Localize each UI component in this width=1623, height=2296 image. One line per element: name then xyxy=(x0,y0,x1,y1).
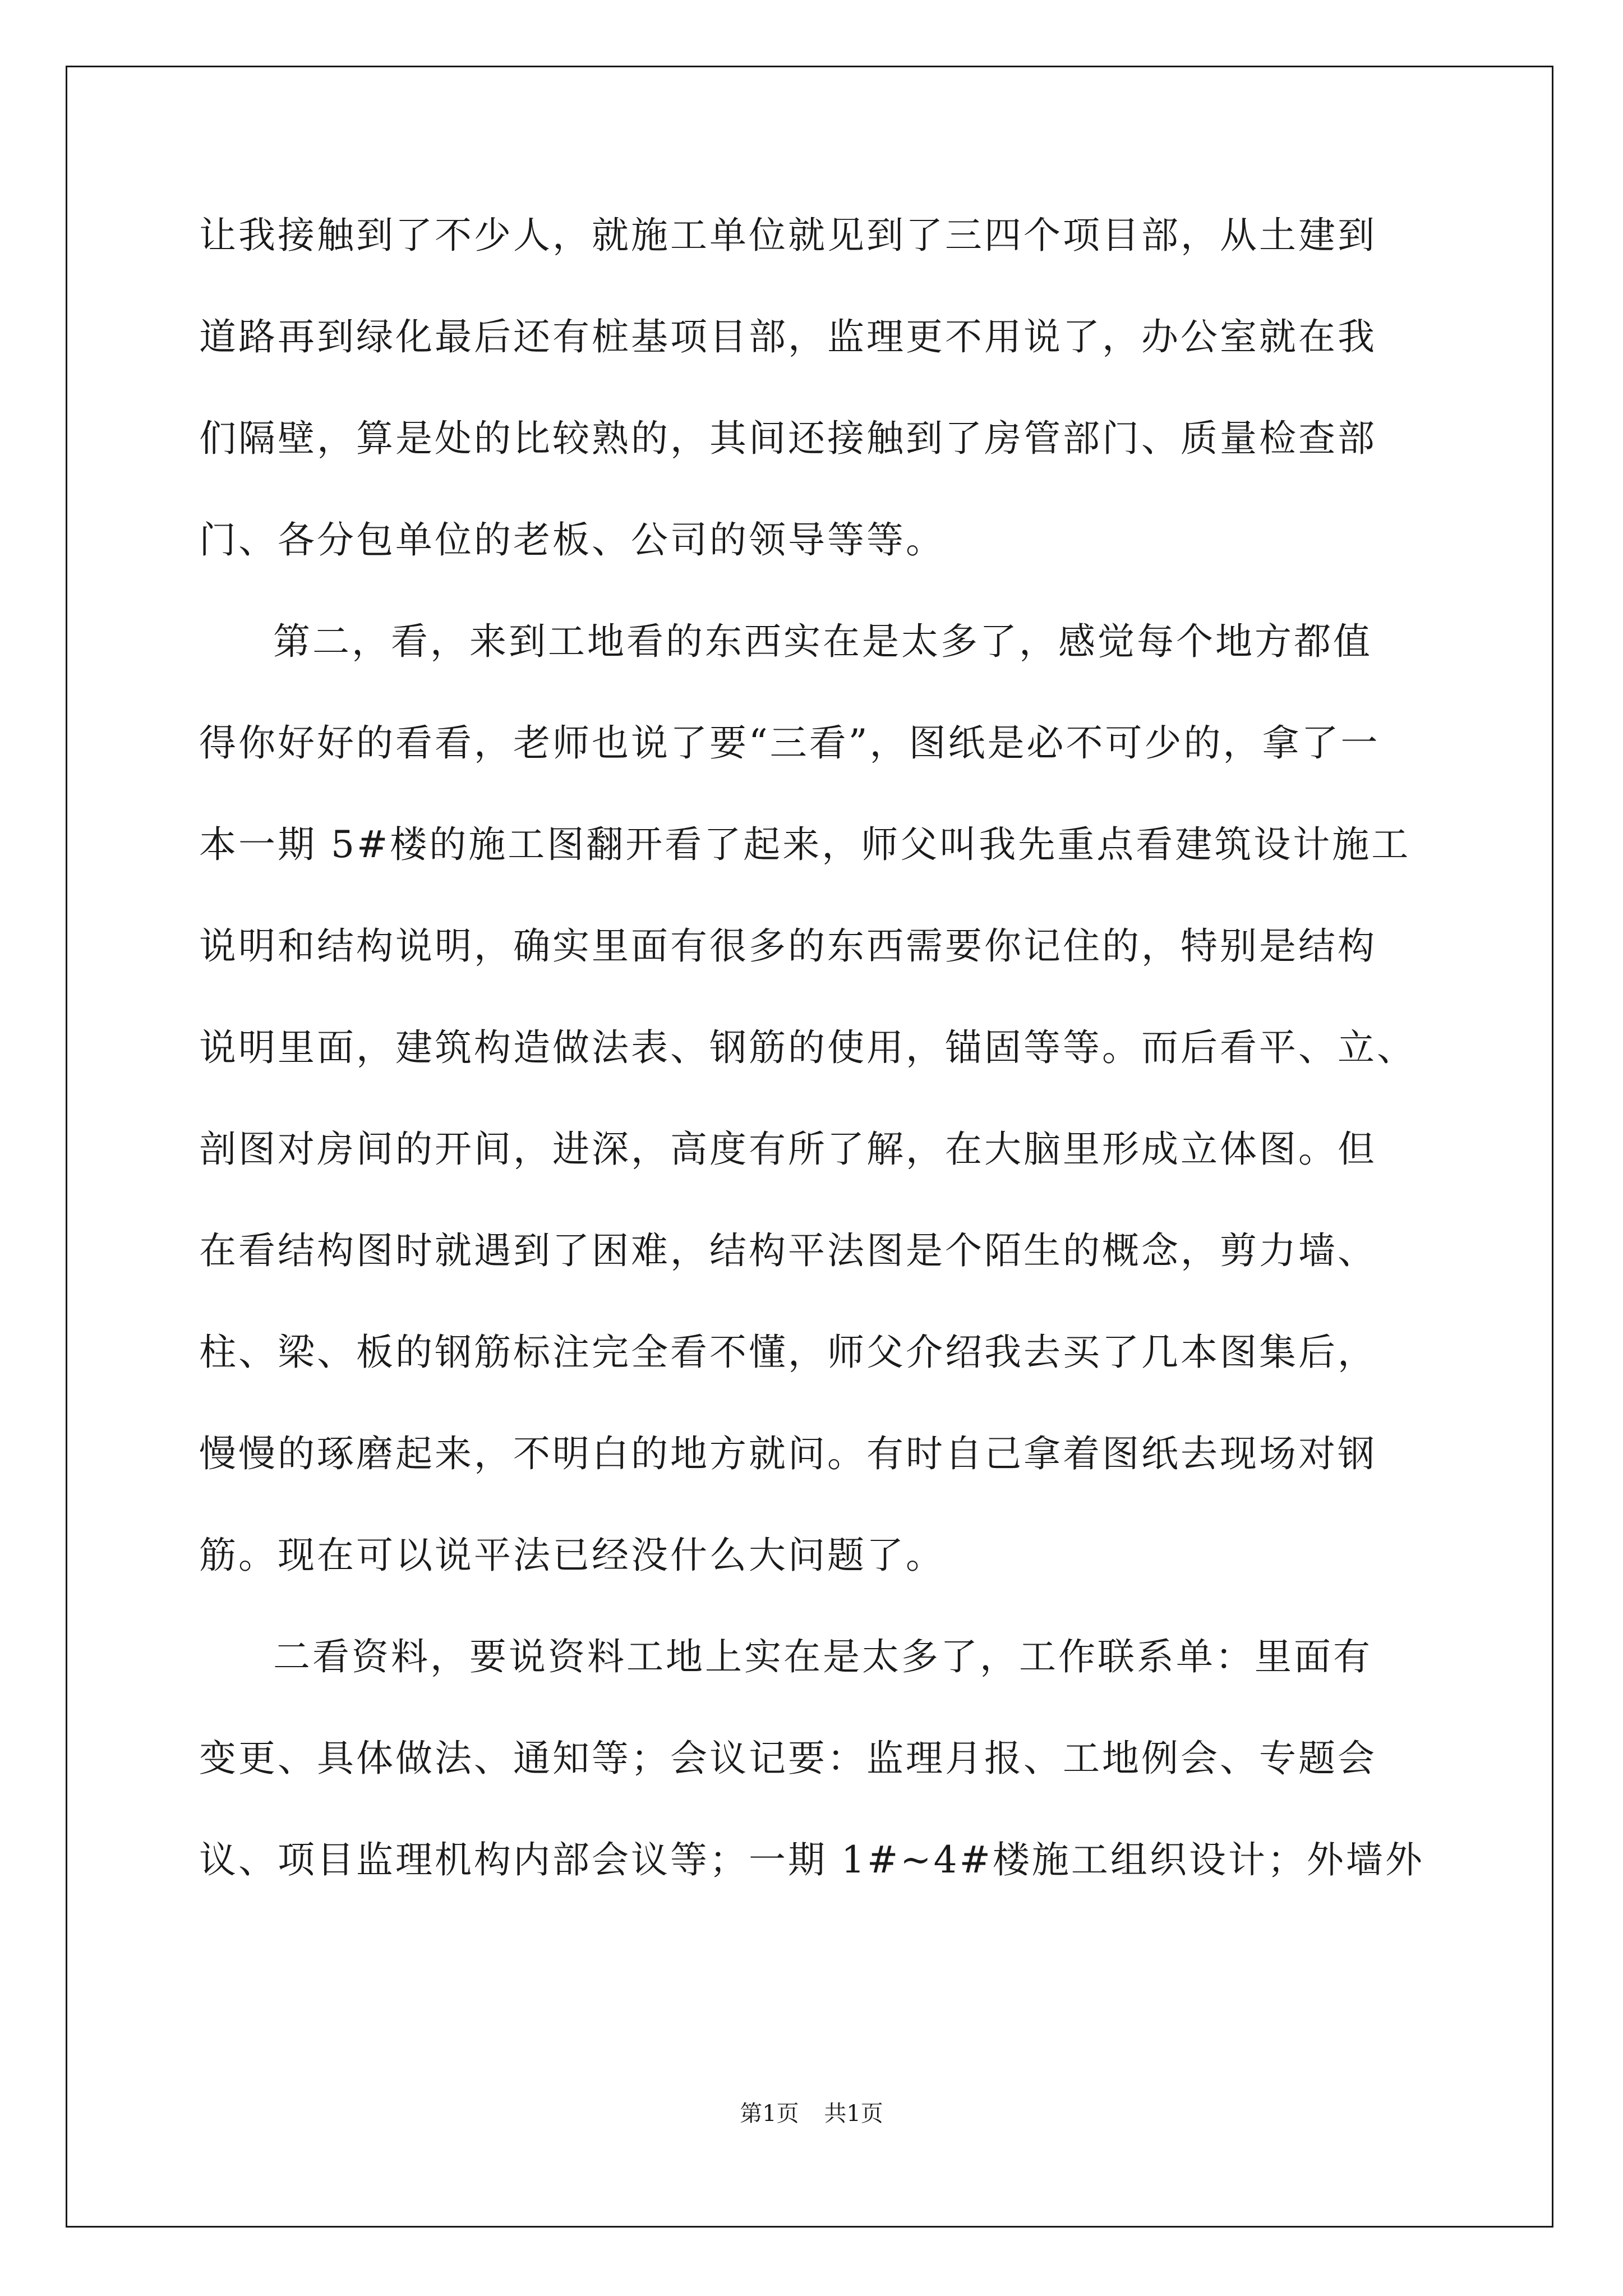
text-line-15: 二看资料，要说资料工地上实在是太多了，工作联系单：里面有 xyxy=(273,1635,1372,1678)
text-line-1: 让我接触到了不少人，就施工单位就见到了三四个项目部，从土建到 xyxy=(199,214,1377,257)
text-line-6: 得你好好的看看，老师也说了要“三看”，图纸是必不可少的，拿了一 xyxy=(199,721,1380,765)
page-number-current: 第1页 xyxy=(740,2101,799,2127)
text-line-5: 第二，看，来到工地看的东西实在是太多了，感觉每个地方都值 xyxy=(273,620,1372,663)
text-line-16: 变更、具体做法、通知等；会议记要：监理月报、工地例会、专题会 xyxy=(199,1737,1377,1780)
text-line-11: 在看结构图时就遇到了困难，结构平法图是个陌生的概念，剪力墙、 xyxy=(199,1229,1377,1272)
text-line-17: 议、项目监理机构内部会议等；一期 1#~4#楼施工组织设计；外墙外 xyxy=(199,1838,1424,1881)
text-line-14: 筋。现在可以说平法已经没什么大问题了。 xyxy=(199,1534,945,1577)
text-line-2: 道路再到绿化最后还有桩基项目部，监理更不用说了，办公室就在我 xyxy=(199,315,1377,358)
text-line-12: 柱、梁、板的钢筋标注完全看不懂，师父介绍我去买了几本图集后， xyxy=(199,1331,1377,1374)
page-footer xyxy=(0,2096,1623,2128)
page-number-total: 共1页 xyxy=(824,2101,883,2127)
text-line-10: 剖图对房间的开间，进深，高度有所了解，在大脑里形成立体图。但 xyxy=(199,1128,1377,1171)
text-line-4: 门、各分包单位的老板、公司的领导等等。 xyxy=(199,518,945,562)
text-line-9: 说明里面，建筑构造做法表、钢筋的使用，锚固等等。而后看平、立、 xyxy=(199,1026,1416,1069)
text-line-3: 们隔壁，算是处的比较熟的，其间还接触到了房管部门、质量检查部 xyxy=(199,417,1377,460)
text-line-7: 本一期 5#楼的施工图翻开看了起来，师父叫我先重点看建筑设计施工 xyxy=(199,823,1411,866)
text-line-8: 说明和结构说明，确实里面有很多的东西需要你记住的，特别是结构 xyxy=(199,924,1377,968)
text-line-13: 慢慢的琢磨起来，不明白的地方就问。有时自己拿着图纸去现场对钢 xyxy=(199,1432,1377,1475)
